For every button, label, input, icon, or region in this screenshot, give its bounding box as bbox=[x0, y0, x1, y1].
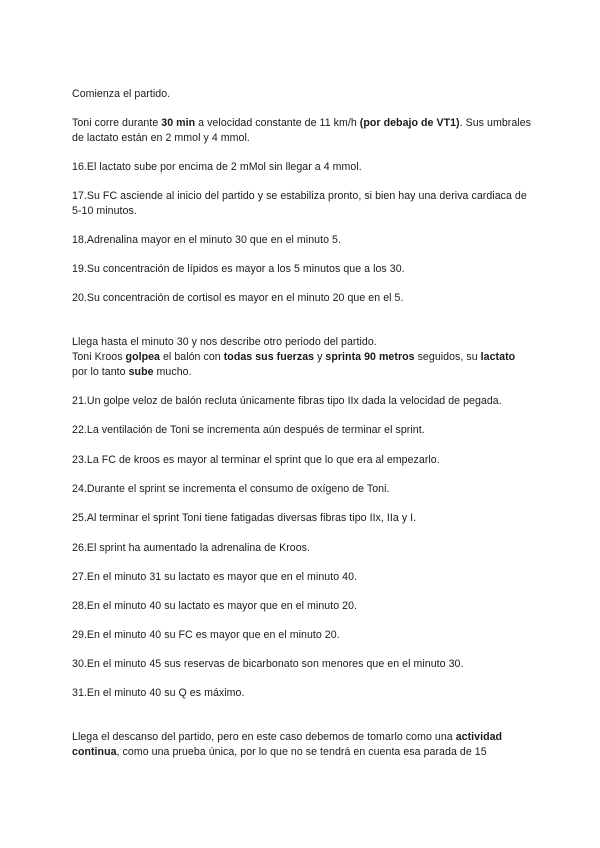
statement-27: 27.En el minuto 31 su lactato es mayor que en el minuto 40. bbox=[72, 571, 358, 583]
statement-16: 16.El lactato sube por encima de 2 mMol sin llegar a 4 mmol. bbox=[72, 161, 362, 173]
statement-23: 23.La FC de kroos es mayor al terminar el sprint que lo que era al empezarlo. bbox=[72, 454, 440, 466]
scenario-2-paragraph: Llega hasta el minuto 30 y nos describe otro periodo del partido. Toni Kroos golpea el balón con todas sus fuerzas y sprinta 90 metros seguidos, su lactato por lo tanto sube mucho. bbox=[72, 336, 516, 378]
duration-bold: 30 min bbox=[161, 117, 196, 129]
statement-24: 24.Durante el sprint se incrementa el consumo de oxígeno de Toni. bbox=[72, 483, 390, 495]
vt1-bold: (por debajo de VT1) bbox=[359, 117, 460, 129]
statement-18: 18.Adrenalina mayor en el minuto 30 que en el minuto 5. bbox=[72, 234, 341, 246]
closing-paragraph: Llega el descanso del partido, pero en este caso debemos de tomarlo como una actividad continua, como una prueba única, por lo que no se tendrá en cuenta esa parada de 15 bbox=[72, 731, 503, 758]
statement-25: 25.Al terminar el sprint Toni tiene fatigadas diversas fibras tipo IIx, IIa y I. bbox=[72, 512, 417, 524]
statement-21: 21.Un golpe veloz de balón recluta únicamente fibras tipo IIx dada la velocidad de pegada. bbox=[72, 395, 502, 407]
continuous-activity-bold: actividad continua bbox=[72, 731, 503, 758]
statement-29: 29.En el minuto 40 su FC es mayor que en el minuto 20. bbox=[72, 629, 340, 641]
statement-26: 26.El sprint ha aumentado la adrenalina de Kroos. bbox=[72, 542, 311, 554]
statement-31: 31.En el minuto 40 su Q es máximo. bbox=[72, 687, 245, 699]
statement-17: 17.Su FC asciende al inicio del partido y se estabiliza pronto, si bien hay una deriva cardiaca de 5-10 minutos. bbox=[72, 190, 527, 217]
intro-paragraph: Comienza el partido. bbox=[72, 88, 171, 100]
statement-22: 22.La ventilación de Toni se incrementa aún después de terminar el sprint. bbox=[72, 424, 425, 436]
statement-30: 30.En el minuto 45 sus reservas de bicarbonato son menores que en el minuto 30. bbox=[72, 658, 464, 670]
statement-20: 20.Su concentración de cortisol es mayor en el minuto 20 que en el 5. bbox=[72, 292, 404, 304]
statement-28: 28.En el minuto 40 su lactato es mayor que en el minuto 20. bbox=[72, 600, 358, 612]
statement-19: 19.Su concentración de lípidos es mayor a los 5 minutos que a los 30. bbox=[72, 263, 405, 275]
scenario-1-paragraph: Toni corre durante 30 min a velocidad constante de 11 km/h (por debajo de VT1). Sus umbrales de lactato están en 2 mmol y 4 mmol. bbox=[72, 117, 531, 144]
